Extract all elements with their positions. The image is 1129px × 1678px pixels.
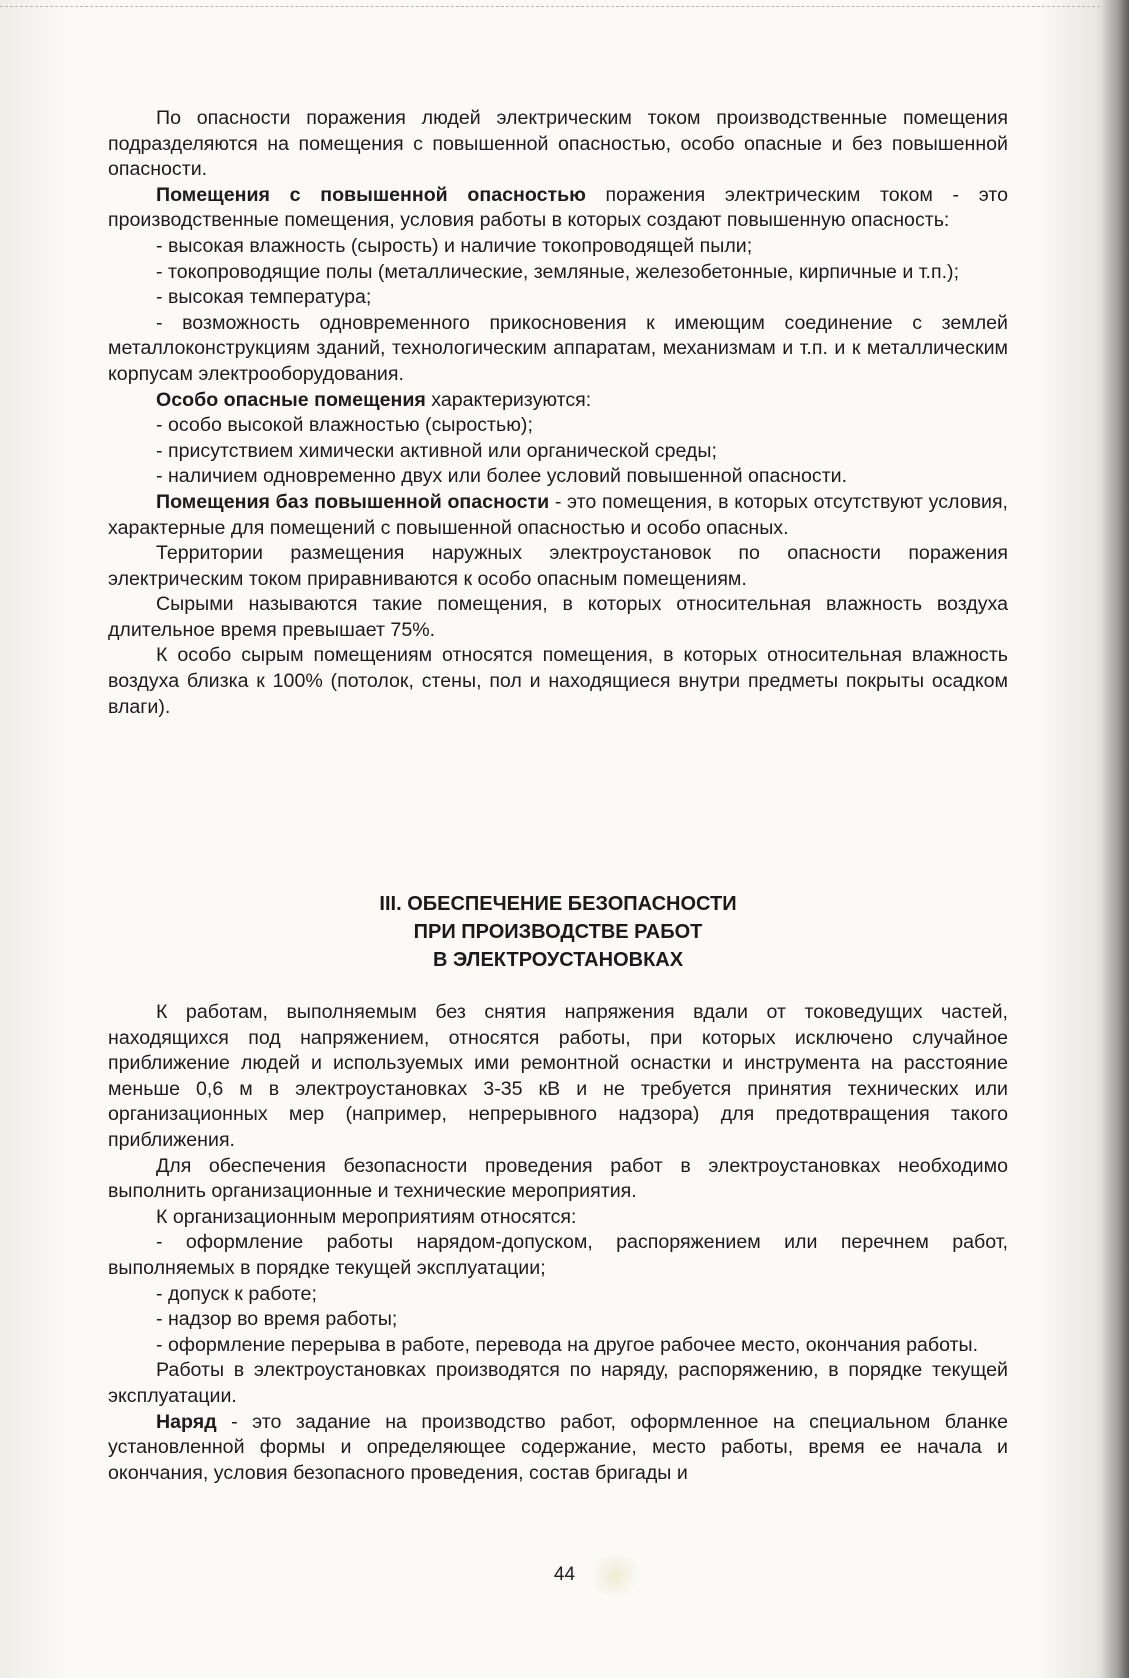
paragraph: Работы в электроустановках производятся по наряду, распоряжению, в порядке текущей эксплуатации.	[108, 1359, 1008, 1407]
bold-term: Помещения с повышенной опасностью	[156, 183, 586, 206]
list-item: - возможность одновременного прикосновения к имеющим соединение с землей металлоконструкциям зданий, технологическим аппаратам, механизмам и т.п. и к металлическим корпусам электрооборудования.	[108, 311, 1008, 385]
book-spine-shadow	[1101, 0, 1129, 1678]
paragraph: Территории размещения наружных электроустановок по опасности поражения электрическим током приравниваются к особо опасным помещениям.	[108, 542, 1008, 590]
top-edge-line	[0, 6, 1100, 9]
list-item: - высокая температура;	[156, 286, 372, 309]
bold-term: Особо опасные помещения	[156, 388, 426, 411]
paragraph	[108, 490, 1008, 541]
heading-line: В ЭЛЕКТРОУСТАНОВКАХ	[432, 949, 684, 971]
list-item: - допуск к работе;	[156, 1282, 317, 1305]
paragraph: Для обеспечения безопасности проведения работ в электроустановках необходимо выполнить организационные и технические мероприятия.	[108, 1154, 1008, 1203]
page-number: 44	[553, 1564, 576, 1585]
paragraph: Сырыми называются такие помещения, в которых относительная влажность воздуха длительное время превышает 75%.	[108, 593, 1008, 641]
paragraph-text: - это помещения, в которых отсутствуют условия, характерные для помещений с повышенной опасностью и особо опасных.	[108, 490, 1008, 539]
list-item: - высокая влажность (сырость) и наличие токопроводящей пыли;	[156, 234, 753, 257]
section-heading	[108, 890, 1008, 974]
paragraph	[108, 388, 1008, 414]
heading-line: ПРИ ПРОИЗВОДСТВЕ РАБОТ	[413, 921, 703, 943]
bold-term: Наряд	[156, 1410, 217, 1433]
paragraph	[108, 1410, 1008, 1487]
paragraph	[108, 183, 1008, 234]
paragraph-text: поражения электрическим током - это производственные помещения, условия работы в которых создают повышенную опасность:	[108, 183, 1008, 232]
list-item: - оформление перерыва в работе, перевода на другое рабочее место, окончания работы.	[156, 1333, 979, 1356]
paragraph-text: характеризуются:	[425, 388, 592, 411]
section-1-body	[108, 106, 1008, 720]
bold-term: Помещения баз повышенной опасности	[156, 490, 550, 513]
heading-line: III. ОБЕСПЕЧЕНИЕ БЕЗОПАСНОСТИ	[379, 893, 737, 915]
list-item: - наличием одновременно двух или более условий повышенной опасности.	[156, 465, 848, 488]
list-item: - токопроводящие полы (металлические, земляные, железобетонные, кирпичные и т.п.);	[156, 260, 960, 283]
section-2-body	[108, 1000, 1008, 1486]
paragraph-text: - это задание на производство работ, оформленное на специальном бланке установленной формы и определяющее содержание, место работы, время ее начала и окончания, условия безопасного проведения, состав бригады и	[108, 1410, 1008, 1484]
paragraph: К организационным мероприятиям относятся:	[156, 1205, 577, 1228]
list-item: - особо высокой влажностью (сыростью);	[156, 414, 533, 437]
paragraph: К работам, выполняемым без снятия напряжения вдали от токоведущих частей, находящихся под напряжением, относятся работы, при которых исключено случайное приближение людей и используемых ими ремонтной оснастки и инструмента на расстояние меньше 0,6 м в электроустановках 3-35 кВ и не требуется принятия технических или организационных мер (например, непрерывного надзора) для предотвращения такого приближения.	[108, 1001, 1008, 1151]
paragraph: По опасности поражения людей электрическим током производственные помещения подразделяются на помещения с повышенной опасностью, особо опасные и без повышенной опасности.	[108, 107, 1008, 181]
list-item: - оформление работы нарядом-допуском, распоряжением или перечнем работ, выполняемых в порядке текущей эксплуатации;	[108, 1231, 1008, 1279]
list-item: - надзор во время работы;	[156, 1308, 398, 1331]
list-item: - присутствием химически активной или органической среды;	[156, 439, 717, 462]
paragraph: К особо сырым помещениям относятся помещения, в которых относительная влажность воздуха близка к 100% (потолок, стены, пол и находящиеся внутри предметы покрыты осадком влаги).	[108, 644, 1008, 718]
